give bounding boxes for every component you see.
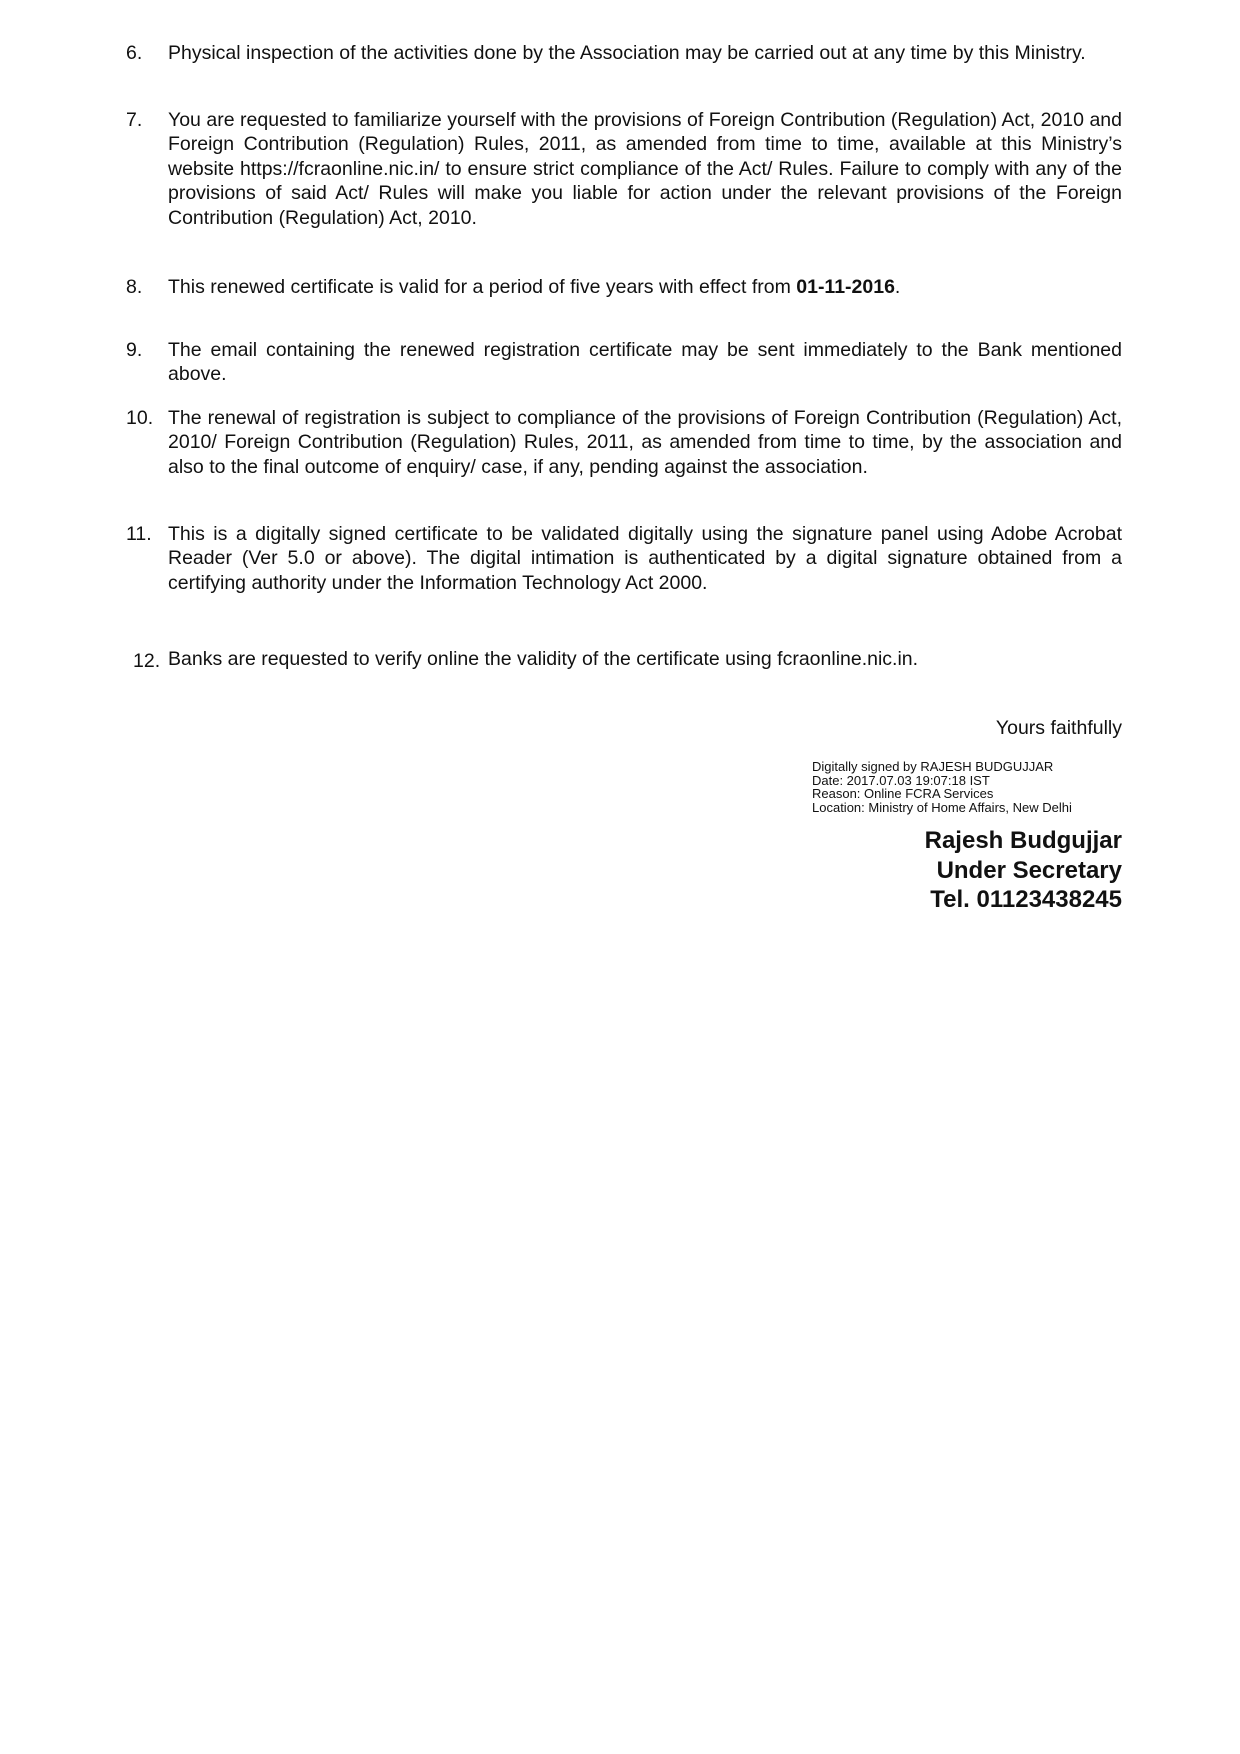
clause-text: This is a digitally signed certificate to be validated digitally using the signature panel using Adobe Acrobat Reader (Ver 5.0 or above). The digital intimation is authenticated by a digital signature obtained from a certifying authority under the Information Technology Act 2000. (168, 523, 1122, 594)
signature-reason-line: Reason: Online FCRA Services (812, 786, 994, 801)
clause-text: You are requested to familiarize yourself with the provisions of Foreign Contribution (Regulation) Act, 2010 and Foreign Contribution (Regulation) Rules, 2011, as amended from time to time, available at this Ministry’s website https://fcraonline.nic.in/ to ensure strict compliance of the Act/ Rules. Failure to comply with any of the provisions of said Act/ Rules will make you liable for action under the relevant provisions of the Foreign Contribution (Regulation) Act, 2010. (168, 109, 1122, 229)
clause-9 (126, 338, 1122, 387)
clause-text: Physical inspection of the activities done by the Association may be carried out at any time by this Ministry. (168, 42, 1086, 64)
effective-date: 01-11-2016 (796, 276, 895, 298)
clause-number: 10. (126, 407, 154, 429)
signatory-phone: Tel. 01123438245 (930, 886, 1122, 913)
clause-text: The email containing the renewed registration certificate may be sent immediately to the Bank mentioned above. (168, 339, 1122, 386)
clause-8 (126, 275, 1122, 299)
closing-salutation: Yours faithfully (995, 717, 1122, 739)
clause-number: 12. (133, 650, 161, 672)
signature-location-line: Location: Ministry of Home Affairs, New Delhi (812, 799, 1072, 815)
signatory-block (925, 826, 1122, 915)
clause-11 (126, 522, 1122, 595)
clause-number: 7. (126, 109, 143, 131)
clause-text: The renewal of registration is subject to compliance of the provisions of Foreign Contribution (Regulation) Act, 2010/ Foreign Contribution (Regulation) Rules, 2011, as amended from time to time, by the association and also to the final outcome of enquiry/ case, if any, pending against the association. (168, 407, 1122, 478)
clause-number: 6. (126, 42, 143, 64)
clause-12 (126, 647, 1122, 671)
clause-10 (126, 406, 1122, 479)
clause-text-lead: This renewed certificate is valid for a period of five years with effect from (168, 276, 797, 298)
clause-7 (126, 108, 1122, 230)
signatory-designation: Under Secretary (936, 856, 1122, 884)
signature-date-line: Date: 2017.07.03 19:07:18 IST (812, 772, 990, 788)
signatory-name: Rajesh Budgujjar (924, 827, 1122, 854)
clause-text-tail: . (894, 276, 901, 298)
clause-6 (126, 41, 1122, 65)
clause-text (168, 275, 1122, 299)
clause-number: 9. (126, 339, 143, 361)
digital-signature-block (812, 760, 1072, 814)
clause-number: 11. (126, 523, 152, 545)
clause-number: 8. (126, 276, 143, 298)
signed-by-line: Digitally signed by RAJESH BUDGUJJAR (812, 759, 1054, 774)
clause-text: Banks are requested to verify online the validity of the certificate using fcraonline.nic.in. (168, 648, 919, 670)
